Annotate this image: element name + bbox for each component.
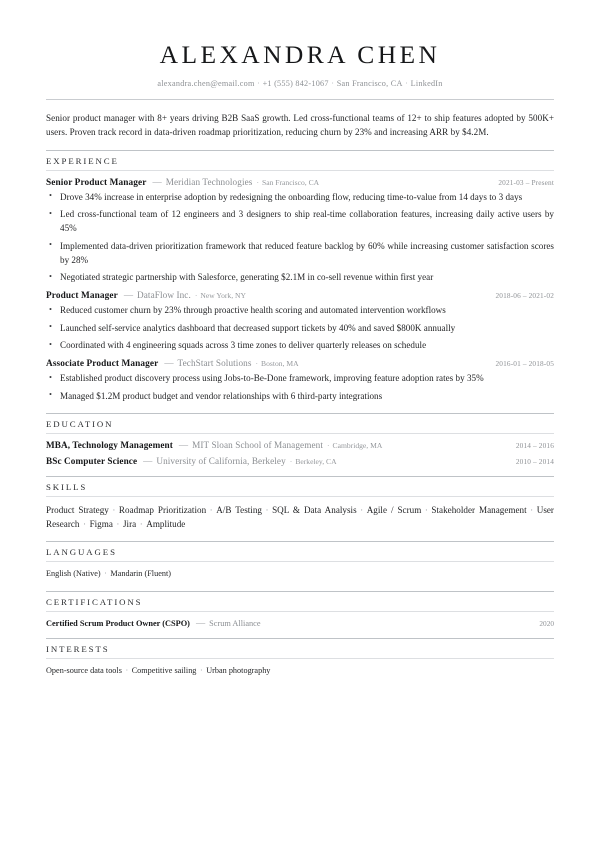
entry-dates: 2014 – 2016 bbox=[515, 440, 554, 450]
contact-line bbox=[46, 79, 554, 88]
entry-headline bbox=[46, 177, 488, 188]
skills-list bbox=[46, 503, 554, 531]
entry-location: · Berkeley, CA bbox=[286, 457, 337, 466]
resume-header bbox=[46, 40, 554, 100]
experience-entry bbox=[46, 290, 554, 352]
list-separator: · bbox=[104, 568, 107, 578]
entry-header bbox=[46, 456, 554, 466]
entry-headline bbox=[46, 456, 506, 466]
list-separator: · bbox=[112, 504, 116, 515]
entry-headline bbox=[46, 358, 486, 369]
section-rule-top bbox=[46, 476, 554, 477]
entry-dates: 2021-03 – Present bbox=[498, 177, 554, 187]
experience-entry bbox=[46, 358, 554, 403]
language-item: English (Native) bbox=[46, 568, 101, 578]
section-rule-top bbox=[46, 413, 554, 414]
page-title: ALEXANDRA CHEN bbox=[159, 40, 441, 69]
section-rule-top bbox=[46, 591, 554, 592]
certification-entries bbox=[46, 618, 554, 628]
experience-entries bbox=[46, 177, 554, 403]
entry-header bbox=[46, 177, 554, 188]
entry-header bbox=[46, 618, 554, 628]
list-separator: · bbox=[139, 518, 143, 529]
bullet-list bbox=[46, 303, 554, 352]
entry-dash: — bbox=[143, 455, 153, 466]
entry-dash: — bbox=[164, 358, 174, 369]
section-rule-bottom bbox=[46, 496, 554, 497]
entry-dash: — bbox=[178, 439, 189, 450]
entry-headline bbox=[46, 290, 486, 301]
entry-organization: MIT Sloan School of Management bbox=[192, 439, 324, 450]
entry-organization: Meridian Technologies bbox=[165, 176, 253, 187]
interest-item: Competitive sailing bbox=[131, 665, 197, 675]
list-separator: · bbox=[530, 504, 534, 515]
skill-item: Agile / Scrum bbox=[366, 504, 422, 515]
bullet-list bbox=[46, 190, 554, 285]
section-rule-bottom bbox=[46, 658, 554, 659]
section-skills bbox=[46, 476, 554, 531]
entry-headline bbox=[46, 440, 506, 450]
section-experience bbox=[46, 150, 554, 403]
entry-dash: — bbox=[152, 176, 162, 187]
list-separator: · bbox=[209, 504, 213, 515]
bullet-item: • Drove 34% increase in enterprise adoption by redesigning the onboarding flow, reducing time-to-value from 14 days to 3 days bbox=[46, 190, 554, 204]
skill-item: Jira bbox=[122, 518, 137, 529]
contact-separator: · bbox=[405, 79, 409, 89]
section-rule-top bbox=[46, 541, 554, 542]
list-separator: · bbox=[116, 518, 120, 529]
section-interests bbox=[46, 638, 554, 678]
entry-dates: 2018-06 – 2021-02 bbox=[495, 291, 554, 301]
section-education bbox=[46, 413, 554, 466]
entry-location: · San Francisco, CA bbox=[252, 178, 319, 187]
certification-title: Certified Scrum Product Owner (CSPO) bbox=[46, 618, 190, 628]
contact-item: +1 (555) 842-1067 bbox=[262, 79, 329, 89]
entry-dash: — bbox=[123, 290, 134, 301]
section-rule-bottom bbox=[46, 433, 554, 434]
education-entry bbox=[46, 440, 554, 450]
entry-headline bbox=[46, 618, 539, 628]
list-separator: · bbox=[265, 504, 269, 515]
section-title-certifications: CERTIFICATIONS bbox=[46, 596, 143, 607]
education-entries bbox=[46, 440, 554, 466]
entry-title: Associate Product Manager bbox=[46, 359, 159, 370]
entry-title: Senior Product Manager bbox=[46, 177, 147, 188]
entry-dash: — bbox=[195, 617, 206, 628]
experience-entry bbox=[46, 177, 554, 285]
bullet-item: • Negotiated strategic partnership with Salesforce, generating $2.1M in co-sell revenue within first year bbox=[46, 270, 554, 284]
skill-item: Product Strategy bbox=[46, 504, 109, 515]
header-divider bbox=[46, 99, 554, 100]
section-rule-bottom bbox=[46, 170, 554, 171]
bullet-list bbox=[46, 371, 554, 403]
list-separator: · bbox=[424, 504, 428, 515]
entry-dates: 2016-01 – 2018-05 bbox=[495, 359, 554, 369]
bullet-item: • Managed $1.2M product budget and vendor relationships with 6 third-party integrations bbox=[46, 389, 554, 403]
list-separator: · bbox=[83, 518, 87, 529]
section-title-skills: SKILLS bbox=[46, 481, 88, 492]
entry-header bbox=[46, 358, 554, 369]
contact-separator: · bbox=[257, 79, 261, 89]
languages-list bbox=[46, 568, 554, 581]
bullet-item: • Coordinated with 4 engineering squads across 3 time zones to deliver quarterly releases on schedule bbox=[46, 338, 554, 352]
skill-item: Figma bbox=[89, 518, 113, 529]
interest-item: Open-source data tools bbox=[46, 665, 122, 675]
language-item: Mandarin (Fluent) bbox=[110, 568, 172, 578]
bullet-item: • Led cross-functional team of 12 engineers and 3 designers to ship real-time collaboration features, increasing daily active users by 45% bbox=[46, 207, 554, 235]
contact-separator: · bbox=[331, 79, 335, 89]
certification-date: 2020 bbox=[539, 618, 554, 628]
list-separator: · bbox=[125, 665, 129, 675]
contact-item: alexandra.chen@email.com bbox=[157, 79, 255, 89]
interests-list bbox=[46, 665, 554, 678]
entry-header bbox=[46, 290, 554, 301]
certification-entry bbox=[46, 618, 554, 628]
entry-organization: TechStart Solutions bbox=[177, 358, 252, 369]
section-rule-bottom bbox=[46, 561, 554, 562]
list-separator: · bbox=[199, 665, 203, 675]
entry-dates: 2010 – 2014 bbox=[515, 456, 554, 466]
section-certifications bbox=[46, 591, 554, 628]
entry-title: Product Manager bbox=[46, 291, 118, 302]
list-separator: · bbox=[360, 504, 364, 515]
skill-item: Stakeholder Management bbox=[431, 504, 527, 515]
section-rule-top bbox=[46, 150, 554, 151]
bullet-item: • Established product discovery process using Jobs-to-Be-Done framework, improving feature adoption rates by 35% bbox=[46, 371, 554, 385]
certification-issuer: Scrum Alliance bbox=[209, 618, 261, 628]
summary-text: Senior product manager with 8+ years driving B2B SaaS growth. Led cross-functional teams of 12+ to ship features adopted by 500K+ users. Proven track record in data-driven roadmap prioritization, reducing churn by 23% and increasing ARR by $4.2M. bbox=[46, 113, 554, 138]
entry-title: BSc Computer Science bbox=[46, 455, 138, 466]
skill-item: Roadmap Prioritization bbox=[118, 504, 207, 515]
contact-linkedin-link[interactable]: LinkedIn bbox=[410, 79, 443, 89]
education-entry bbox=[46, 456, 554, 466]
section-languages bbox=[46, 541, 554, 581]
skill-item: A/B Testing bbox=[216, 504, 262, 515]
section-title-languages: LANGUAGES bbox=[46, 546, 117, 557]
section-title-experience: EXPERIENCE bbox=[46, 155, 119, 166]
interest-item: Urban photography bbox=[206, 665, 271, 675]
entry-location: · Boston, MA bbox=[252, 359, 299, 368]
bullet-item: • Launched self-service analytics dashboard that decreased support tickets by 40% and saved $800K annually bbox=[46, 321, 554, 335]
contact-item: San Francisco, CA bbox=[336, 79, 403, 89]
entry-organization: DataFlow Inc. bbox=[137, 290, 191, 301]
bullet-item: • Implemented data-driven prioritization framework that reduced feature backlog by 60% while increasing customer satisfaction scores by 28% bbox=[46, 239, 554, 267]
entry-header bbox=[46, 440, 554, 450]
entry-location: · Cambridge, MA bbox=[323, 441, 382, 450]
entry-organization: University of California, Berkeley bbox=[156, 455, 286, 466]
entry-location: · New York, NY bbox=[191, 291, 246, 300]
skill-item: Amplitude bbox=[146, 518, 186, 529]
skill-item: User Research bbox=[46, 504, 554, 529]
section-title-education: EDUCATION bbox=[46, 418, 114, 429]
entry-title: MBA, Technology Management bbox=[46, 439, 173, 450]
section-rule-top bbox=[46, 638, 554, 639]
bullet-item: • Reduced customer churn by 23% through proactive health scoring and automated intervention workflows bbox=[46, 303, 554, 317]
section-title-interests: INTERESTS bbox=[46, 643, 110, 654]
skill-item: SQL & Data Analysis bbox=[272, 504, 357, 515]
section-rule-bottom bbox=[46, 611, 554, 612]
